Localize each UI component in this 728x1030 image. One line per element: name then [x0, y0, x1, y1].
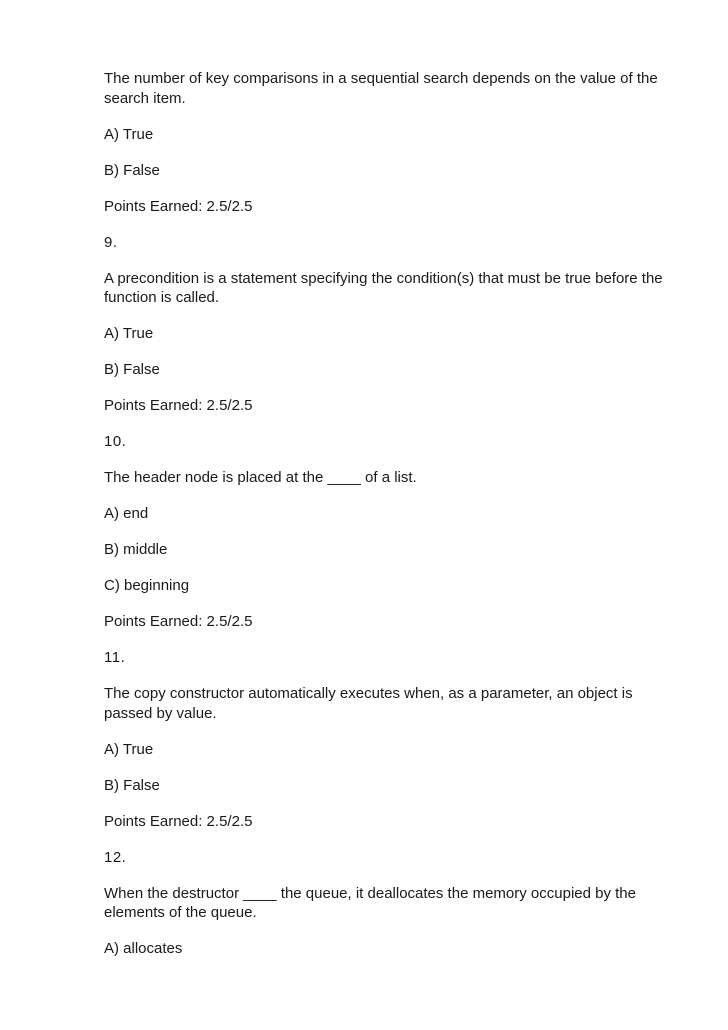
question-11-text: The copy constructor automatically executes when, as a parameter, an object is passed by value. — [104, 685, 633, 722]
question-9-points: Points Earned: 2.5/2.5 — [104, 397, 253, 414]
question-8-text: The number of key comparisons in a sequential search depends on the value of the search item. — [104, 70, 658, 107]
question-12-option-a: A) allocates — [104, 940, 183, 957]
question-10-option-a: A) end — [104, 505, 149, 522]
question-12-text: When the destructor ____ the queue, it deallocates the memory occupied by the elements of the queue. — [104, 884, 636, 921]
question-11-option-b: B) False — [104, 776, 160, 794]
question-9-block — [104, 233, 684, 416]
question-12-block — [104, 848, 684, 959]
question-11-number: 11. — [104, 649, 126, 666]
question-10-option-c: C) beginning — [104, 577, 190, 594]
question-9-option-b: B) False — [104, 361, 160, 378]
question-10-text: The header node is placed at the ____ of a list. — [104, 469, 417, 486]
question-11-points: Points Earned: 2.5/2.5 — [104, 812, 253, 830]
question-8-block — [104, 69, 684, 216]
question-10-number: 10. — [104, 433, 127, 450]
question-10-block — [104, 432, 684, 632]
question-10-points: Points Earned: 2.5/2.5 — [104, 613, 253, 630]
question-12-number: 12. — [104, 848, 127, 866]
question-8-points: Points Earned: 2.5/2.5 — [104, 197, 253, 215]
question-9-option-a: A) True — [104, 325, 154, 342]
question-11-block — [104, 648, 684, 831]
quiz-content — [104, 69, 684, 975]
question-10-option-b: B) middle — [104, 541, 168, 558]
question-11-option-a: A) True — [104, 740, 154, 758]
question-9-number: 9. — [104, 233, 118, 251]
question-8-option-b: B) False — [104, 161, 160, 179]
question-8-option-a: A) True — [104, 125, 154, 143]
question-9-text: A precondition is a statement specifying the condition(s) that must be true before the function is called. — [104, 269, 663, 306]
